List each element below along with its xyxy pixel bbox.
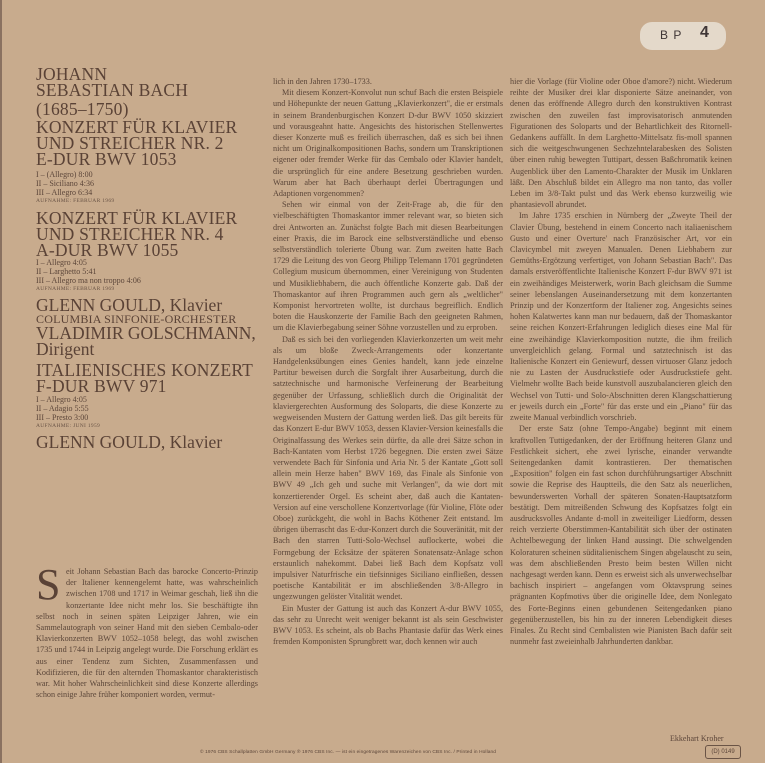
orchestra-name: COLUMBIA SINFONIE-ORCHESTER — [36, 312, 237, 326]
work-2-track: I – Allegro 4:05 — [36, 258, 87, 267]
composer-first-name: JOHANN — [36, 64, 108, 84]
work-1-track: I – (Allegro) 8:00 — [36, 170, 93, 179]
catalog-label — [640, 22, 726, 50]
work-2-title-line2: UND STREICHER NR. 4 — [36, 224, 224, 244]
work-3-track: III – Presto 3:00 — [36, 413, 89, 422]
work-3-track: I – Allegro 4:05 — [36, 395, 87, 404]
work-1-title-line1: KONZERT FÜR KLAVIER — [36, 117, 238, 137]
work-2-track: II – Larghetto 5:41 — [36, 267, 97, 276]
liner-notes-paragraph: Mit diesem Konzert-Konvolut nun schuf Bach die ersten Beispiele und Höhepunkte der neuen Gattung „Klavierkonzert", die er erstmals in seinem Brandenburgischen Konzert D-dur BWV 1050 skizziert und vorausgeahnt hatte. Angesichts des historischen Stellenwertes dieser Konzerte muß es freilich überraschen, daß es sich bei ihnen nicht um Originalkompositionen Bachs, sondern um Transkriptionen eigener oder fremder Werke für das Cembalo oder Klavier handelt, die ursprünglich für eine andere Besetzung geschrieben wurden. Warum aber hat Bach überhaupt derlei Übertragungen und Adaptionen vorgenommen? — [273, 88, 503, 199]
drop-cap: S — [36, 560, 61, 609]
catalog-code: B P — [660, 28, 683, 42]
work-1-title-line3: E-DUR BWV 1053 — [36, 149, 177, 169]
work-2-track: III – Allegro ma non troppo 4:06 — [36, 276, 141, 285]
liner-notes-paragraph: Ein Muster der Gattung ist auch das Konzert A-dur BWV 1055, das sehr zu Unrecht weit weniger bekannt ist als sein Geschwister BWV 1053. Es scheint, als ob Bachs Phantasie dafür das Werk eines fremden Komponisten Sprungbrett war, doch kennen wir auch — [273, 603, 503, 647]
work-3-title-line2: F-DUR BWV 971 — [36, 376, 167, 396]
work-3-track: II – Adagio 5:55 — [36, 404, 89, 413]
composer-dates: (1685–1750) — [36, 99, 129, 119]
soloist-name: GLENN GOULD, — [36, 432, 166, 452]
label-code-logo: (D) 0149 — [705, 745, 741, 759]
liner-notes-column-1 — [36, 560, 258, 700]
work-3-recording-date: AUFNAHME: JUNI 1959 — [36, 423, 101, 429]
work-2-title-line1: KONZERT FÜR KLAVIER — [36, 208, 238, 228]
composer-last-name: SEBASTIAN BACH — [36, 80, 189, 100]
work-1-track: III – Allegro 6:34 — [36, 188, 93, 197]
soloist-credit-2 — [36, 434, 222, 450]
soloist-role: Klavier — [165, 432, 223, 452]
work-1-title-line2: UND STREICHER NR. 2 — [36, 133, 224, 153]
conductor-role: Dirigent — [36, 339, 95, 359]
work-2-title-line3: A-DUR BWV 1055 — [36, 240, 179, 260]
work-3-title-line1: ITALIENISCHES KONZERT — [36, 360, 254, 380]
liner-notes-author: Ekkehart Kroher — [670, 734, 724, 743]
soloist-role: Klavier — [165, 295, 223, 315]
liner-notes-paragraph: eit Johann Sebastian Bach das barocke Concerto-Prinzip der Italiener kennengelernt hatte, was wahrscheinlich zwischen 1708 und 1717 in Weimar geschah, ließ ihn die konzertante Idee nicht mehr los. Sie beschäftigte ihn selbst noch in seinen späten Leipziger Jahren, wie ein Sammelautograph von seiner Hand mit den sieben Cembalo-oder Klavierkonzerten BWV 1052–1058 belegt, das wohl zwischen 1735 und 1744 in Leipzig angelegt wurde. Die Forschung erklärt es aus einer Tendenz zum Sichten, Zusammenfassen und Kodifizieren, die für den alternden Thomaskantor charakteristisch war. Mit hoher Wahrscheinlichkeit sind diese Konzerte allerdings schon einige Jahre früher komponiert worden, vermut- — [36, 567, 258, 700]
soloist-credit-1 — [36, 297, 222, 313]
liner-notes-paragraph: Der erste Satz (ohne Tempo-Angabe) beginnt mit einem kraftvollen Tuttigedanken, der der Eröffnung heiteren Glanz und Festlichkeit sichert, ehe zwei lyrische, einander verwandte Seitengedanken damit kontrastieren. Der thematischen „Exposition" folgen ein fast schon durchführungsartiger Abschnitt sowie die Reprise des Hauptteils, die den Satz als neuerlichen, bewunderswerten Vorhall der späteren Sonaten-Hauptsatzform bestätigt. Dem mitreißenden Schwung des Kopfsatzes folgt ein ausdrucksvolles Andante d-moll in zweiteiliger Liedform, dessen reich verzierte Oberstimmen-Kantabilität sich über der ostinaten Achtelbewegung der linken Hand aussingt. Die schwelgenden Koloraturen scheinen süditalienischem Singen abgelauscht zu sein, was dem abschließenden Presto beim besten Willen nicht nachgesagt werden kann. Denn es erweist sich als unverwechselbar bachisch inspiriert – angefangen vom Oktavsprung seines prägnanten Kopfmotivs über die originelle Idee, dem Nonlegato des Forte-Beginns einen gebundenen Seitengedanken piano gegenüberzustellen, bis hin zu der inneren Lebendigkeit dieses Finales. Zu Recht sind Cembalisten wie Pianisten Bach dafür seit nunmehr fast zweieinhalb Jahrhunderten dankbar. — [510, 424, 732, 647]
liner-notes-paragraph: lich in den Jahren 1730–1733. — [273, 77, 372, 86]
conductor-name: VLADIMIR GOLSCHMANN, — [36, 323, 256, 343]
work-1-track: II – Siciliano 4:36 — [36, 179, 94, 188]
liner-notes-paragraph: hier die Vorlage (für Violine oder Oboe d'amore?) nicht. Wiederum reihte der Musiker drei klar disponierte Sätze aneinander, von denen das eröffnende Allegro durch den konstruktiven Kontrast zwischen den zuweilen fast improvisatorisch anmutenden Figurationen des Soloparts und der Behartlichkeit des Ritornell-Gedankens auffällt. In dem Larghetto-Mittelsatz fis-moll spannen sich die weitgeschwungenen Sechzehntelarabesken des Solisten über einen ruhig bewegten Tuttipart, dessen Baßchromatik keinen Augenblick über den Lamento-Charakter der Musik im Unklaren läßt. Den Abschluß bildet ein Allegro ma non tanto, das voller Leben im 3/8-Takt pulst und das Werk ebenso kurzweilig wie phantasievoll abrundet. — [510, 77, 732, 210]
work-1-recording-date: AUFNAHME: FEBRUAR 1969 — [36, 198, 115, 204]
work-2-recording-date: AUFNAHME: FEBRUAR 1969 — [36, 286, 115, 292]
liner-notes-paragraph: Daß es sich bei den vorliegenden Klavierkonzerten um weit mehr als um bloße Zweck-Arrangements oder konzertante Handgelenksübungen eines Genies handelt, kann jede einzelne Partitur beweisen durch die Sorgfalt ihrer Ausarbeitung, durch die satztechnische und harmonische Verfeinerung der Bearbeitung gegenüber der Urfassung, schließlich durch die Originalität der klaviergerechten Ausformung des Soloparts, die diese Konzerte zu wegweisenden Mustern der Gattung werden ließ. Das gilt bereits für das Konzert E-dur BWV 1053, dessen Klavier-Version keinesfalls die Originalfassung des Werkes sein dürfte, da alle drei Sätze schon in Bach-Kantaten vom Herbst 1726 begegnen. Die ersten zwei Sätze verwendete Bach für Sinfonia und Aria Nr. 5 der Kantate „Gott soll allein mein Herze haben" BWV 169, das Finale als Sinfonie von BWV 49 „Ich geh und suche mit Verlangen", da wie dort mit konzertierender Orgel. Es scheint aber, daß auch die Kantaten-Version auf eine verschollene Konzertvorlage (für Violine, Flöte oder Oboe) zurückgeht, die wohl in Bachs Köthener Zeit entstand. Im übrigen überrascht das E-dur-Konzert durch die Souveränität, mit der Bach den starren Tutti-Solo-Wechsel auflockerte, wobei die Formgebung der Ecksätze der späteren Sonatensatz-Anlage schon erstaunlich nahekommt. Dabei ließ Bach dem Kopfsatz voll impulsiver Naturfrische ein tiefsinniges Siciliano einfließen, dessen poetische Kantabilität er im abschließenden 3/8-Allegro in ungezwungen gelöster Vitalität wendet. — [273, 334, 503, 602]
liner-notes-paragraph: Im Jahre 1735 erschien in Nürnberg der „Zweyte Theil der Clavier Übung, bestehend in einem Concerto nach italiaenischem Gusto und einer Overture' nach Französischer Art, vor ein Clavicymbel mit zweyen Manualen. Denen Liebhabern zur Gemüths-Ergötzung verfertiget, von Johann Sebastian Bach". Das damals erstveröffentlichte Italienische Konzert F-dur BWV 971 ist ein zweihändiges Meisterwerk, worin Bach gleichsam die Summe seiner lebenslangen Auseinandersetzung mit dem konzertanten Prinzip und der Konzertform der Italiener zog. Angesichts seines hohen Kalatwertes kann man nur bedauern, daß der Thomaskantor seine reichen Konzert-Erfahrungen lediglich dieses eine Mal für eine zweihändige Klavierkomposition nutzte, die ihm freilich unvergleichlich gelang. Formal und satztechnisch ist das Italienische Konzert ein Geniewurf, dessen virtuoser Glanz jedoch nie zu Lasten der Ausdruckstiefe oder Ausdruckstiefe geht. Vielmehr wollte Bach beide kunstvoll auszubalancieren gleich den Wechsel von Tutti- und Solo-Abschnitten deren Klangschattierung er jeweils durch ein „Forte" für das erste und ein „Piano" für das zweite Manual verbindlich vorschrieb. — [510, 211, 732, 423]
catalog-number: 4 — [700, 24, 709, 41]
liner-notes-paragraph: Sehen wir einmal von der Zeit-Frage ab, die für den vielbeschäftigten Thomaskantor immer relevant war, so bieten sich drei Antworten an. Zunächst folgte Bach mit diesen Bearbeitungen einer Praxis, die im Barock eine selbstverständliche und ebenso selbstverständlich tolerierte Übung war. Zum zweiten hatte Bach 1729 die Leitung des von Georg Philipp Telemann 1701 gegründeten Collegium musicum übernommen, einer Vereinigung von Studenten und Musikliebhabern, die auch öffentliche Konzerte gab. Daß der Thomaskantor auf ihren Programmen auch gern als „weltlicher" Komponist hervortreten wollte, ist durchaus begreiflich. Endlich boten die Hauskonzerte der Familie Bach den geeigneten Rahmen, um die Klavierbegabung seiner Söhne vorzustellen und zu erproben. — [273, 200, 503, 333]
soloist-name: GLENN GOULD, — [36, 295, 166, 315]
copyright-footer: © 1976 CBS Schallplatten GmbH Germany ℗ 1976 CBS Inc. — ist ein eingetragenes Warenzeichen von CBS Inc. / Printed in Holland — [200, 750, 497, 755]
sleeve-edge — [0, 0, 2, 763]
liner-notes-column-2 — [273, 76, 503, 647]
liner-notes-column-3 — [510, 76, 732, 647]
